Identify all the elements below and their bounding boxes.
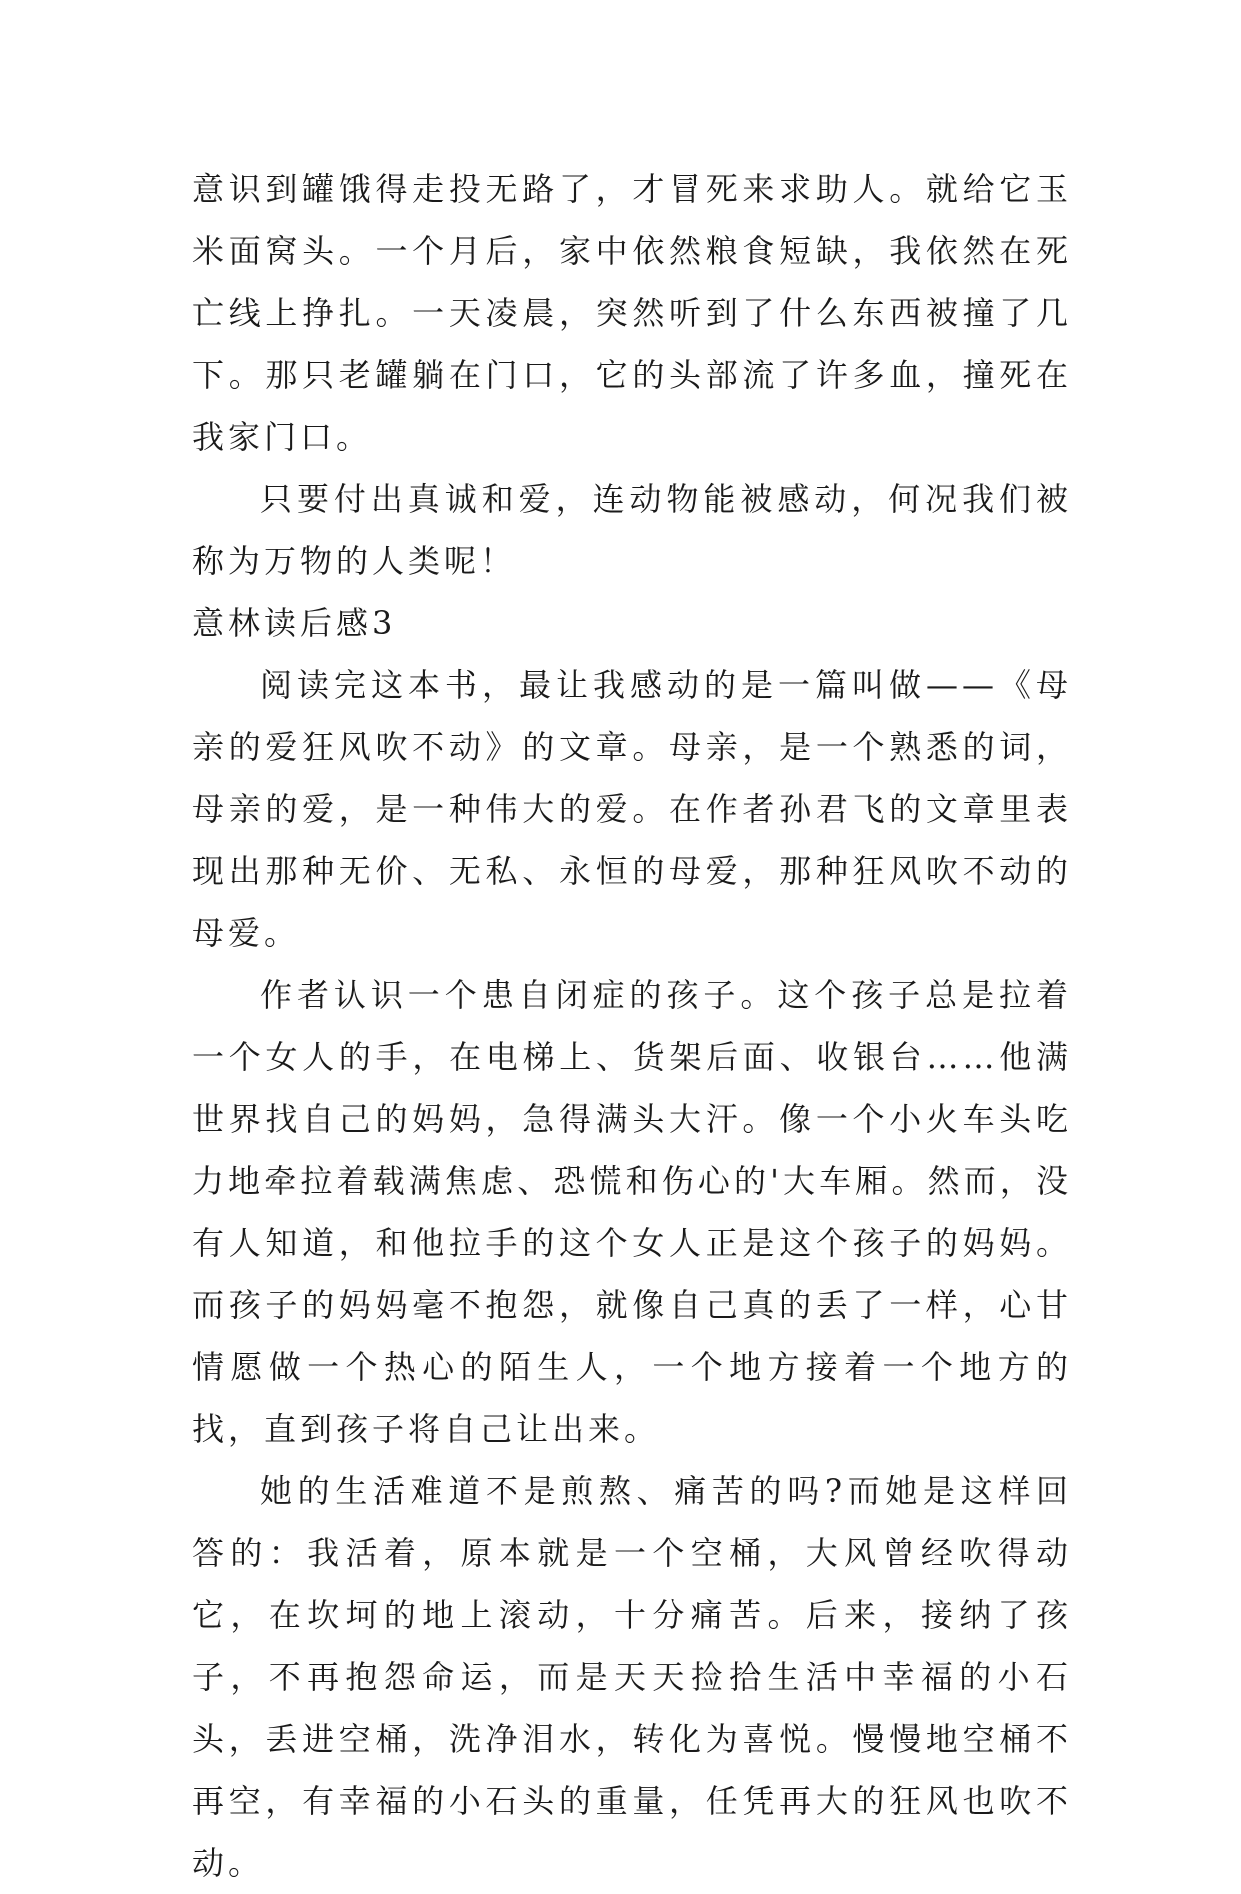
paragraph-continuation: 意识到罐饿得走投无路了，才冒死来求助人。就给它玉米面窝头。一个月后，家中依然粮食短缺，我依然在死亡线上挣扎。一天凌晨，突然听到了什么东西被撞了几下。那只老罐躺在门口，它的头部流了许多血，撞死在我家门口。 — [192, 170, 1072, 456]
paragraph-answer: 她的生活难道不是煎熬、痛苦的吗?而她是这样回答的：我活着，原本就是一个空桶，大风曾经吹得动它，在坎坷的地上滚动，十分痛苦。后来，接纳了孩子，不再抱怨命运，而是天天捡拾生活中幸福的小石头，丢进空桶，洗净泪水，转化为喜悦。慢慢地空桶不再空，有幸福的小石头的重量，任凭再大的狂风也吹不动。 — [192, 1472, 1072, 1882]
paragraph-intro: 阅读完这本书，最让我感动的是一篇叫做——《母亲的爱狂风吹不动》的文章。母亲，是一个熟悉的词，母亲的爱，是一种伟大的爱。在作者孙君飞的文章里表现出那种无价、无私、永恒的母爱，那种狂风吹不动的母爱。 — [192, 666, 1072, 952]
section-heading: 意林读后感3 — [192, 604, 397, 642]
paragraph-story: 作者认识一个患自闭症的孩子。这个孩子总是拉着一个女人的手，在电梯上、货架后面、收银台……他满世界找自己的妈妈，急得满头大汗。像一个小火车头吃力地牵拉着载满焦虑、恐慌和伤心的'大车厢。然而，没有人知道，和他拉手的这个女人正是这个孩子的妈妈。而孩子的妈妈毫不抱怨，就像自己真的丢了一样，心甘情愿做一个热心的陌生人，一个地方接着一个地方的找，直到孩子将自己让出来。 — [192, 976, 1072, 1448]
document-body — [192, 158, 1072, 1894]
paragraph-conclusion: 只要付出真诚和爱，连动物能被感动，何况我们被称为万物的人类呢！ — [192, 480, 1072, 580]
